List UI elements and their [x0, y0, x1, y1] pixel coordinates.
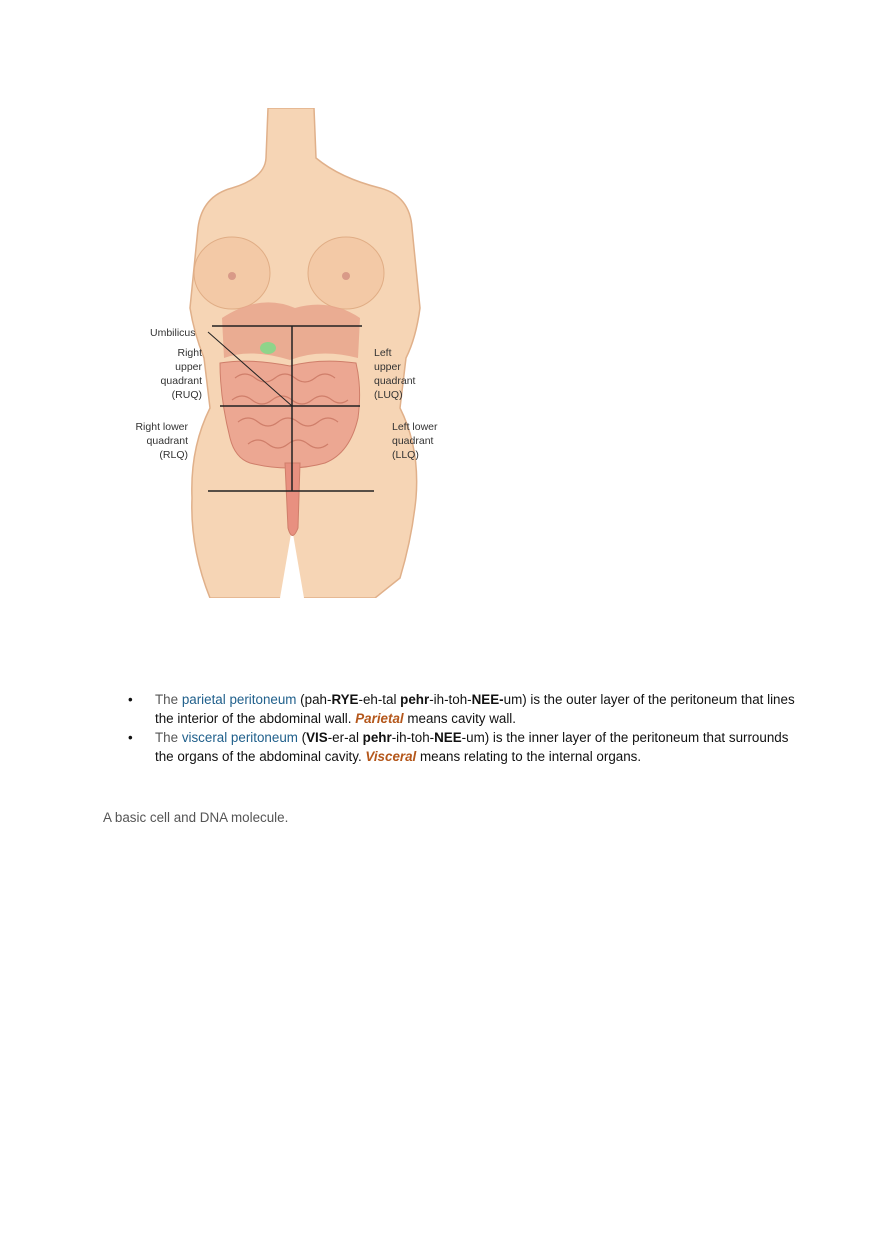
caption-text: A basic cell and DNA molecule.	[103, 810, 289, 825]
term-visceral-peritoneum: visceral peritoneum	[181, 730, 298, 745]
pronunciation-open: (pah-	[296, 692, 332, 707]
term-parietal-peritoneum: parietal peritoneum	[181, 692, 297, 707]
label-ruq-line1: Right	[177, 347, 202, 359]
label-ruq-line3: quadrant	[160, 375, 202, 387]
pronunciation-stress-1: RYE	[331, 692, 359, 707]
bullet-visceral	[128, 728, 798, 766]
pronunciation-stress-1: VIS	[306, 730, 328, 745]
article: The	[155, 692, 179, 707]
abdominal-quadrants-figure	[120, 108, 460, 598]
pronunciation-mid-2: -ih-toh-	[391, 730, 435, 745]
pronunciation-mid-1: -er-al	[327, 730, 363, 745]
gallbladder	[260, 342, 276, 354]
pronunciation-stress-2: pehr	[400, 692, 430, 707]
label-ruq-line2: upper	[175, 361, 202, 373]
label-llq-line1: Left lower	[392, 421, 438, 433]
emphasis-parietal: Parietal	[355, 711, 404, 726]
pronunciation-mid-1: -eh-tal	[358, 692, 401, 707]
label-llq-line2: quadrant	[392, 435, 434, 447]
definition-text: um) is the outer layer of the peritoneum that lines the interior of the abdominal wall.	[155, 692, 795, 726]
label-llq-line3: (LLQ)	[392, 449, 419, 461]
label-luq-line4: (LUQ)	[374, 389, 403, 401]
definition-tail: means cavity wall.	[403, 711, 516, 726]
label-luq-line1: Left	[374, 347, 392, 359]
bullet-marker: •	[128, 730, 133, 745]
label-luq-line2: upper	[374, 361, 401, 373]
liver-stomach	[222, 302, 360, 360]
pronunciation-stress-3: NEE-	[471, 692, 504, 707]
bullet-marker: •	[128, 692, 133, 707]
label-rlq-line2: quadrant	[146, 435, 188, 447]
definition-tail: means relating to the internal organs.	[416, 749, 642, 764]
label-umbilicus: Umbilicus	[150, 327, 196, 339]
pronunciation-stress-3: NEE	[434, 730, 462, 745]
article: The	[155, 730, 179, 745]
small-intestine	[220, 361, 360, 468]
label-ruq-line4: (RUQ)	[171, 389, 202, 401]
peritoneum-bullet-list	[128, 690, 798, 766]
label-rlq-line3: (RLQ)	[159, 449, 188, 461]
torso-illustration	[120, 108, 460, 598]
nipple-right	[228, 272, 236, 280]
nipple-left	[342, 272, 350, 280]
label-luq-line3: quadrant	[374, 375, 416, 387]
definition-text: -um) is the inner layer of the peritoneum that surrounds the organs of the abdominal cavity.	[155, 730, 789, 764]
pronunciation-mid-2: -ih-toh-	[429, 692, 472, 707]
pronunciation-stress-2: pehr	[362, 730, 392, 745]
pronunciation-open: (	[297, 730, 307, 745]
bullet-parietal	[128, 690, 798, 728]
emphasis-visceral: Visceral	[365, 749, 417, 764]
label-rlq-line1: Right lower	[135, 421, 188, 433]
